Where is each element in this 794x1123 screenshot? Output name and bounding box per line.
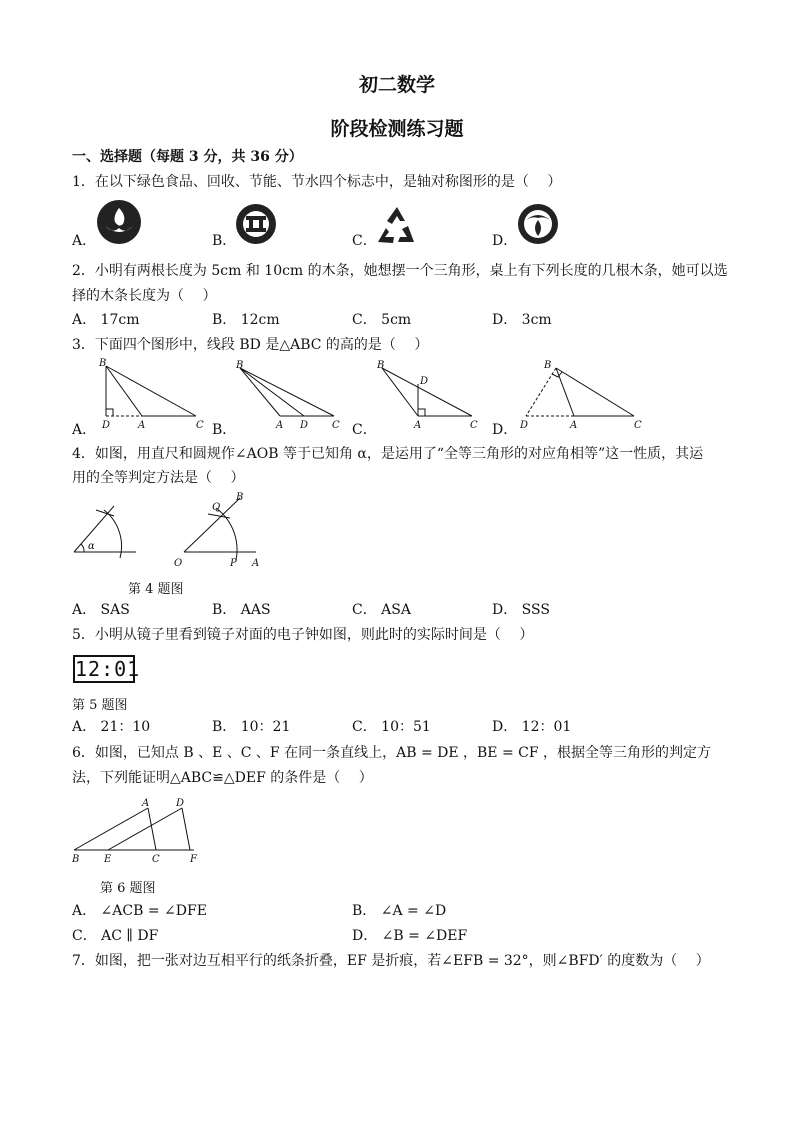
q4-option-d: D． SSS (492, 602, 550, 618)
q4-label-alpha: α (88, 541, 95, 552)
q2-text-line1: 2．小明有两根长度为 5cm 和 10cm 的木条，她想摆一个三角形，桌上有下列长度的几根木条，她可以选 (72, 263, 728, 279)
q3d-label-a: A (570, 420, 578, 431)
mirrored-digital-clock: 12:01 (75, 657, 141, 681)
q6-label-e: E (104, 854, 112, 865)
q1-option-a: A． (72, 233, 97, 249)
water-saving-logo-icon (516, 202, 560, 246)
q1-option-c: C． (352, 233, 377, 249)
q6-figure (70, 796, 210, 868)
q6-option-b: B． ∠A = ∠D (352, 903, 447, 919)
q6-label-a: A (142, 798, 150, 809)
q6-label-b: B (72, 854, 80, 865)
q2-option-c: C． 5cm (352, 312, 412, 328)
q3-figure-a (96, 358, 206, 430)
q2-option-a: A． 17cm (72, 312, 140, 328)
q3-text: 3．下面四个图形中，线段 BD 是△ABC 的高的是（ ） (72, 337, 429, 353)
q3-figure-c (374, 358, 484, 430)
q3-figure-b (234, 358, 354, 430)
q3d-label-b: B (544, 360, 552, 371)
q1-option-d: D． (492, 233, 518, 249)
q6-label-c: C (152, 854, 160, 865)
q3-option-d: D． (492, 422, 518, 438)
page-subtitle: 阶段检测练习题 (330, 118, 464, 140)
q3c-label-d: D (420, 376, 429, 387)
q6-text-line1: 6．如图，已知点 B 、E 、C 、F 在同一条直线上，AB = DE ，BE = CF ，根据全等三角形的判定方 (72, 745, 712, 761)
q3d-label-c: C (634, 420, 642, 431)
q3c-label-b: B (377, 360, 385, 371)
q3c-label-a: A (414, 420, 422, 431)
q6-option-a: A． ∠ACB = ∠DFE (72, 903, 207, 919)
green-food-logo-icon (95, 198, 143, 246)
q3a-label-a: A (138, 420, 146, 431)
q3a-label-d: D (102, 420, 111, 431)
q2-option-d: D． 3cm (492, 312, 552, 328)
q3d-label-d: D (520, 420, 529, 431)
q5-option-a: A． 21：10 (72, 719, 151, 735)
q3b-label-c: C (332, 420, 340, 431)
q3-figure-d (516, 358, 646, 430)
q5-text: 5．小明从镜子里看到镜子对面的电子钟如图，则此时的实际时间是（ ） (72, 627, 534, 643)
q3b-label-b: B (236, 360, 244, 371)
q4-label-o: O (174, 558, 183, 569)
q4-caption: 第 4 题图 (128, 582, 184, 597)
q4-text-line2: 用的全等判定方法是（ ） (72, 470, 245, 486)
q7-text: 7．如图，把一张对边互相平行的纸条折叠，EF 是折痕，若∠EFB = 32°，则∠BFD′ 的度数为（ ） (72, 953, 710, 969)
q5-caption: 第 5 题图 (72, 698, 128, 713)
section-heading: 一、选择题（每题 3 分，共 36 分） (72, 149, 303, 165)
q3-option-a: A． (72, 422, 97, 438)
q4-option-b: B． AAS (212, 602, 271, 618)
q3a-label-c: C (196, 420, 204, 431)
q3-option-c: C． (352, 422, 377, 438)
q4-option-a: A． SAS (72, 602, 130, 618)
q3c-label-c: C (470, 420, 478, 431)
q4-option-c: C． ASA (352, 602, 411, 618)
q2-text-line2: 择的木条长度为（ ） (72, 288, 217, 304)
q5-option-b: B． 10：21 (212, 719, 291, 735)
q1-text: 1．在以下绿色食品、回收、节能、节水四个标志中，是轴对称图形的是（ ） (72, 174, 562, 190)
q4-label-a: A (252, 558, 260, 569)
q6-option-d: D． ∠B = ∠DEF (352, 928, 468, 944)
q4-label-q: Q (212, 502, 221, 513)
recycle-lamp-logo-icon (234, 202, 278, 246)
q6-label-f: F (190, 854, 197, 865)
q3b-label-a: A (276, 420, 284, 431)
q4-label-b: B (236, 492, 244, 503)
q1-option-b: B． (212, 233, 237, 249)
q5-option-d: D． 12：01 (492, 719, 572, 735)
q6-caption: 第 6 题图 (100, 881, 156, 896)
q6-text-line2: 法，下列能证明△ABC≌△DEF 的条件是（ ） (72, 770, 373, 786)
recycle-arrows-icon (374, 204, 420, 246)
q3b-label-d: D (300, 420, 309, 431)
q3a-label-b: B (99, 358, 107, 369)
page-title: 初二数学 (358, 74, 435, 96)
q4-label-p: P (230, 558, 237, 569)
q3-option-b: B． (212, 422, 237, 438)
q6-label-d: D (176, 798, 185, 809)
q6-option-c: C． AC ∥ DF (72, 928, 159, 944)
q4-text-line1: 4．如图，用直尺和圆规作∠AOB 等于已知角 α，是运用了“全等三角形的对应角相等”这一性质，其运 (72, 446, 704, 462)
q5-option-c: C． 10：51 (352, 719, 431, 735)
q2-option-b: B． 12cm (212, 312, 280, 328)
q4-figure (70, 492, 270, 572)
